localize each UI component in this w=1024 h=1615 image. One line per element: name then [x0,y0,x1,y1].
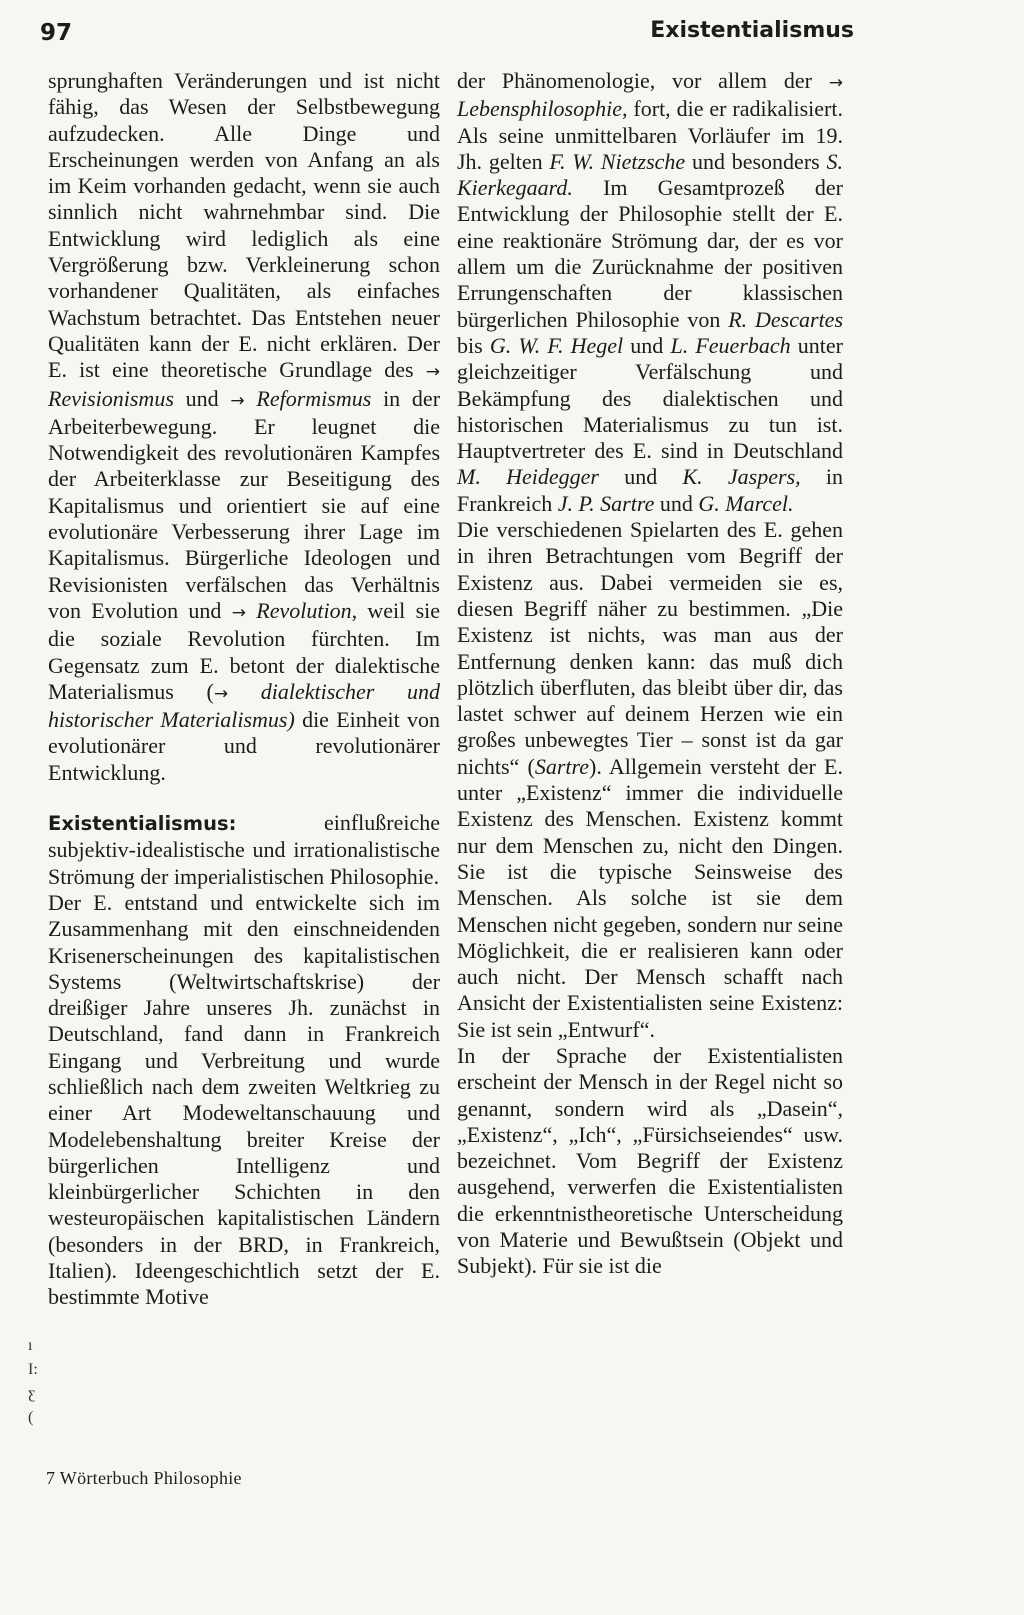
cross-reference-dialektischer-materialismus: dialektischer und historischer Materialismus) [48,678,440,733]
person-name: L. Feuerbach [670,332,791,358]
page-number: 97 [40,20,73,46]
cross-reference-revolution: Revolution, [256,597,358,623]
cross-reference-arrow-icon: → [230,390,245,411]
entry-definition: einflußreiche subjektiv-idealistische und irrationalistische Strömung der imperialistischen Philosophie. [48,810,440,889]
right-column [457,68,843,1280]
text-run: weil sie die soziale Revolution fürchten. Im Gegensatz zum E. betont der dialektische Materialismus ( [48,597,441,704]
cross-reference-arrow-icon: → [231,602,246,623]
person-name: K. Jaspers, [682,464,801,490]
citation-author: Sartre [534,753,590,779]
text-run: der Phänomenologie, vor allem der [457,68,829,93]
person-name: R. Descartes [728,306,844,332]
dictionary-entry [48,810,440,890]
left-paragraph-history: Der E. entstand und entwickelte sich im Zusammenhang mit den einschneidenden Krisenerscheinungen des kapitalistischen Systems (Weltwirtschaftskrise) der dreißiger Jahre unseres Jh. zunächst in Deutschland, fand dann in Frankreich Eingang und Verbreitung und wurde schließlich nach dem zweiten Weltkrieg zu einer Art Modeweltanschauung und Modelebenshaltung breiter Kreise der bürgerlichen Intelligenz und kleinbürgerlicher Schichten in den westeuropäischen kapitalistischen Ländern (besonders in der BRD, in Frankreich, Italien). Ideengeschichtlich setzt der E. bestimmte Motive [48,889,440,1310]
text-run: bis [457,332,490,358]
margin-marks [28,1334,38,1430]
margin-mark: ı [28,1337,33,1354]
person-name: G. Marcel. [698,490,794,516]
text-run: und besonders [685,148,827,174]
cross-reference-revisionismus: Revisionismus [48,385,174,411]
text-run: und [173,385,231,411]
left-column [48,68,440,1311]
text-run: die Einheit von evolutionärer und revolutionärer Entwicklung. [48,707,440,785]
cross-reference-lebensphilosophie: Lebensphilosophie, [457,96,628,122]
right-paragraph-origins [457,68,843,517]
text-run: in Frankreich [457,464,844,516]
entry-headword: Existentialismus: [48,812,237,836]
left-paragraph-evolutionismus [48,68,440,786]
text-run: Die verschiedenen Spielarten des E. gehen in ihren Betrachtungen vom Begriff der Existenz aus. Dabei vermeiden sie es, diesen Begriff näher zu bestimmen. „Die Existenz ist nichts, was man aus der Entfernung denken kann: das muß dich plötzlich überfluten, das bleibt über dir, das lastet schwer auf deinem Herzen wie ein großes unbewegtes Tier – sonst ist da gar nichts“ ( [457,517,843,779]
text-run: in der Arbeiterbewegung. Er leugnet die Notwendigkeit des revolutionären Kampfes der Arbeiterklasse zur Beseitigung des Kapitalismus und orientiert sie auf eine evolutionäre Verbesserung ihrer Lage im Kapitalismus. Bürgerliche Ideologen und Revisionisten verfälschen das Verhältnis von Evolution und [48,385,441,623]
text-run: ). Allgemein versteht der E. unter „Existenz“ immer die individuelle Existenz des Menschen. Existenz kommt nur dem Menschen zu, nicht den Dingen. Sie ist die typische Seinsweise des Menschen. Als solche ist sie dem Menschen nicht gegeben, sondern nur seine Möglichkeit, die er realisieren kann oder auch nicht. Der Mensch schafft nach Ansicht der Existentialisten seine Existenz: Sie ist sein „Entwurf“. [457,753,843,1042]
book-signature-footer: 7 Wörterbuch Philosophie [46,1468,242,1488]
person-name: M. Heidegger [457,464,599,490]
right-paragraph-existence [457,517,843,1043]
margin-mark: ( [28,1409,34,1426]
text-run: sprunghaften Veränderungen und ist nicht fähig, das Wesen der Selbstbewegung aufzudecken. Alle Dinge und Erscheinungen werden von Anfang an als im Keim vorhanden gedacht, wenn sie auch sinnlich nicht wahrnehmbar sind. Die Entwicklung wird lediglich als eine Vergrößerung bzw. Verkleinerung schon vorhandener Qualitäten, als einfaches Wachstum betrachtet. Das Entstehen neuer Qualitäten kann der E. nicht erklären. Der E. ist eine theoretische Grundlage des [48,68,440,383]
person-name: J. P. Sartre [557,490,655,516]
cross-reference-reformismus: Reformismus [256,385,372,411]
text-run: und [598,464,683,490]
cross-reference-arrow-icon: → [213,683,229,704]
margin-mark: I: [28,1361,38,1378]
person-name: G. W. F. Hegel [489,332,624,358]
margin-mark: ƹ [28,1385,36,1402]
cross-reference-arrow-icon: → [425,362,440,383]
right-paragraph-language: In der Sprache der Existentialisten erscheint der Mensch in der Regel nicht so genannt, sondern wird als „Dasein“, „Existenz“, „Ich“, „Fürsichseiendes“ usw. bezeichnet. Vom Begriff der Existenz ausgehend, verwerfen die Existentialisten die erkenntnistheoretische Unterscheidung von Materie und Bewußtsein (Objekt und Subjekt). Für sie ist die [457,1042,843,1279]
person-name: F. W. Nietzsche [549,148,686,174]
cross-reference-arrow-icon: → [828,73,843,93]
text-run: Im Gesamtprozeß der Entwicklung der Philosophie stellt der E. eine reaktionäre Strömung dar, der es vor allem um die Zurücknahme der positiven Errungenschaften der klassischen bürgerlichen Philosophie von [457,175,843,332]
person-name: S. Kierkegaard. [457,148,843,201]
text-run: unter gleichzeitiger Verfälschung und Bekämpfung des dialektischen und historischen Materialismus zu tun ist. Hauptvertreter des E. sind in Deutschland [457,332,843,464]
running-head: Existentialismus [650,18,854,43]
text-run: fort, die er radikalisiert. Als seine unmittelbaren Vorläufer im 19. Jh. gelten [457,96,843,174]
text-run: und [654,490,699,516]
text-run: und [623,332,671,358]
